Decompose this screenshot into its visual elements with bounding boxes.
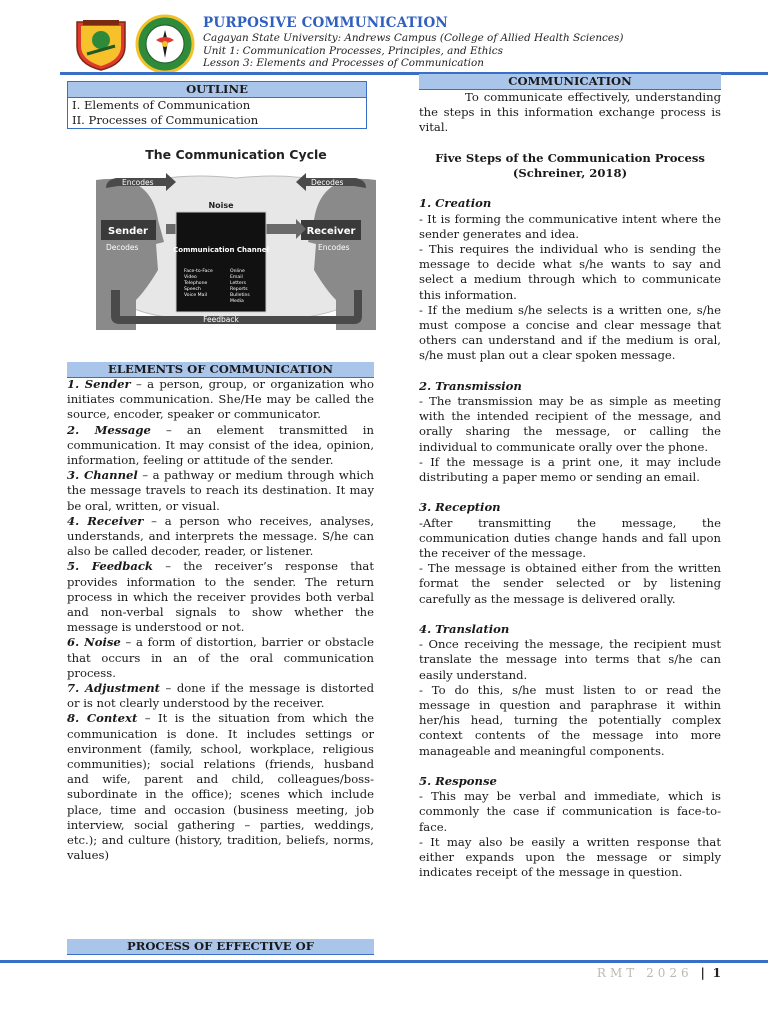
- page-header: [0, 0, 768, 76]
- unit-line: Unit 1: Communication Processes, Principles, and Ethics: [203, 45, 503, 57]
- channel-item: Voice Mail: [184, 293, 208, 298]
- diagram-title: The Communication Cycle: [145, 147, 327, 162]
- university-line: Cagayan State University: Andrews Campus (College of Allied Health Sciences): [203, 32, 624, 44]
- element-item: 3. Channel – a pathway or medium through which the message travels to reach its destination. It may be oral, written, or visual.: [67, 468, 374, 513]
- communication-section: [419, 74, 721, 880]
- channel-label: Communication Channel: [173, 246, 269, 254]
- channel-item: Media: [230, 299, 244, 304]
- channel-item: Face-to-Face: [184, 269, 213, 274]
- element-item: 8. Context – It is the situation from which the communication is done. It includes settings or environment (family, school, workplace, religious communities); social relations (friends, husband and wife, parent and child, colleagues/boss- subordinate in the office); scenes which include place, time and occasion (business meeting, job interview, social gathering – parties, weddings, etc.); and culture (history, tradition, beliefs, norms, values): [67, 711, 375, 863]
- channel-item: Reports: [230, 287, 248, 292]
- step-paragraph: - The message is obtained either from the written format the sender selected or by listening carefully as the message is delivered orally.: [419, 561, 721, 606]
- elements-list: [67, 377, 374, 864]
- process-heading: PROCESS OF EFFECTIVE OF: [67, 939, 374, 955]
- step-paragraph: - It may also be easily a written response that either expands upon the message or simply indicates receipt of the message in question.: [419, 834, 721, 880]
- steps-title: Five Steps of the Communication Process (Schreiner, 2018): [435, 150, 705, 180]
- course-title: PURPOSIVE COMMUNICATION: [203, 15, 448, 31]
- footer-separator: |: [700, 966, 705, 980]
- outline-heading: OUTLINE: [68, 82, 366, 98]
- channel-item: Email: [230, 275, 243, 280]
- step-title: 1. Creation: [419, 196, 492, 211]
- communication-cycle-diagram: [96, 140, 376, 350]
- step-paragraph: - If the medium s/he selects is a written one, s/he must compose a concise and clear message that others can understand and if the medium is oral, s/he must plan out a clear spoken message.: [419, 302, 721, 363]
- outline-item: I. Elements of Communication: [72, 98, 251, 112]
- element-item: 5. Feedback – the receiver’s response that provides information to the sender. The return process in which the receiver provides both verbal and non-verbal signals to show whether the message is understood or not.: [67, 559, 374, 635]
- channel-item: Bulletins: [230, 293, 250, 298]
- channel-item: Telephone: [184, 281, 208, 286]
- page-number: 1: [712, 966, 721, 980]
- step-title: 3. Reception: [419, 500, 501, 515]
- outline-item: II. Processes of Communication: [72, 113, 259, 127]
- channel-item: Online: [230, 269, 245, 274]
- encodes-label: Encodes: [122, 178, 154, 187]
- footer-divider: [0, 960, 768, 963]
- encodes-label-right: Encodes: [318, 243, 350, 252]
- element-item: 1. Sender – a person, group, or organization who initiates communication. She/He may be called the source, encoder, speaker or communicator.: [67, 377, 374, 422]
- step-title: 5. Response: [419, 774, 497, 789]
- feedback-label: Feedback: [203, 315, 239, 324]
- decodes-label: Decodes: [311, 178, 344, 187]
- step-paragraph: - It is forming the communicative intent where the sender generates and idea.: [419, 211, 721, 241]
- element-item: 2. Message – an element transmitted in communication. It may consist of the idea, opinion, information, feeling or attitude of the sender.: [67, 422, 374, 468]
- step-paragraph: - To do this, s/he must listen to or read the message in question and paraphrase it within her/his head, turning the potentially complex context contents of the message into more manageable and meaningful components.: [419, 682, 721, 758]
- outline-box: [67, 81, 367, 129]
- step-paragraph: - This requires the individual who is sending the message to decide what s/he wants to say and select a medium through which to communicate this information.: [419, 242, 721, 302]
- intro-paragraph: To communicate effectively, understanding the steps in this information exchange process is vital.: [419, 90, 721, 135]
- step-title: 4. Translation: [419, 622, 510, 637]
- step-title: 2. Transmission: [419, 378, 522, 393]
- page-footer: [597, 966, 721, 980]
- step-paragraph: - Once receiving the message, the recipient must translate the message into terms that s/he can easily understand.: [419, 637, 721, 682]
- channel-item: Video: [184, 275, 197, 280]
- elements-heading: ELEMENTS OF COMMUNICATION: [67, 362, 374, 378]
- noise-label: Noise: [208, 201, 234, 210]
- receiver-label: Receiver: [306, 226, 356, 237]
- step-paragraph: - If the message is a print one, it may include distributing a paper memo or sending an email.: [419, 454, 721, 485]
- step-paragraph: - The transmission may be as simple as meeting with the intended recipient of the message, and orally sharing the message, or calling the individual to communicate orally over the phone.: [419, 394, 721, 454]
- university-seal-logo: [73, 16, 129, 72]
- lesson-line: Lesson 3: Elements and Processes of Communication: [203, 57, 484, 69]
- element-item: 6. Noise – a form of distortion, barrier or obstacle that occurs in an of the oral communication process.: [67, 635, 374, 680]
- footer-code: RMT 2026: [596, 966, 693, 980]
- channel-item: Speech: [184, 287, 201, 292]
- decodes-label-left: Decodes: [106, 243, 139, 252]
- element-item: 4. Receiver – a person who receives, analyses, understands, and interprets the message. S/he can also be called decoder, reader, or listener.: [67, 513, 374, 559]
- college-seal-logo: [134, 14, 196, 74]
- channel-item: Letters: [230, 281, 247, 286]
- step-paragraph: - This may be verbal and immediate, which is commonly the case if communication is face-to-face.: [419, 789, 721, 834]
- communication-heading: COMMUNICATION: [419, 74, 721, 90]
- outline-section: [67, 81, 373, 129]
- sender-label: Sender: [108, 226, 148, 237]
- step-paragraph: -After transmitting the message, the communication duties change hands and fall upon the receiver of the message.: [419, 515, 721, 561]
- element-item: 7. Adjustment – done if the message is distorted or is not clearly understood by the receiver.: [67, 681, 374, 711]
